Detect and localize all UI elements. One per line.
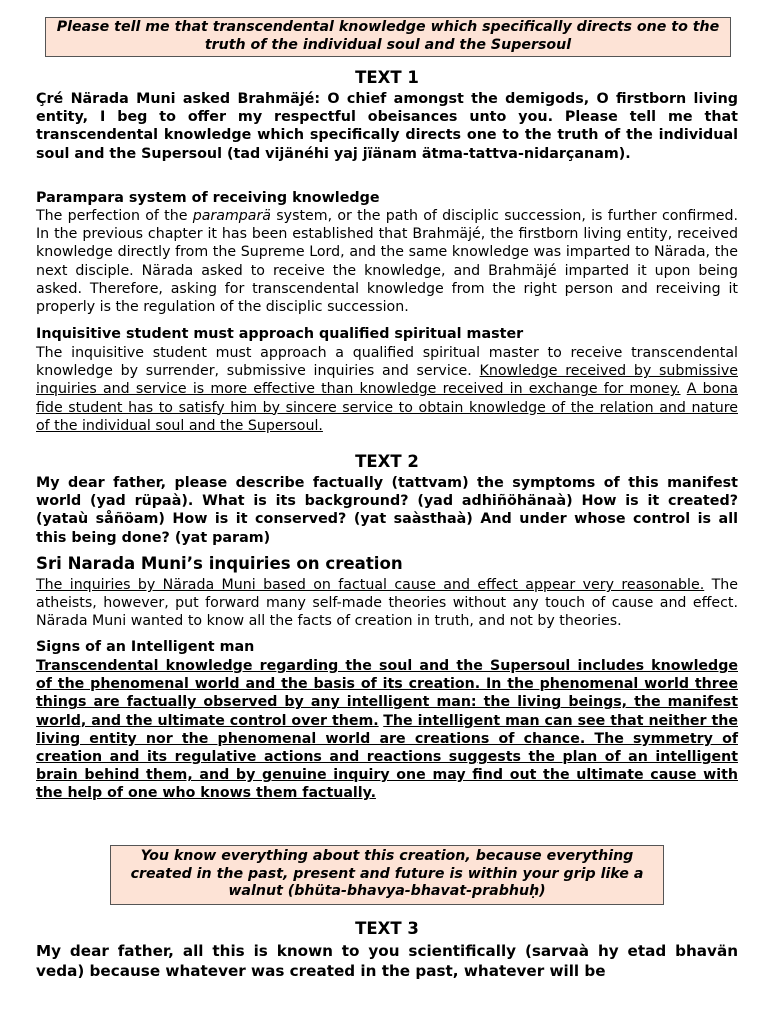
text2-section2-p1: Transcendental knowledge regarding the soul and the Supersoul includes knowledge of the phenomenal world and the basis of its creation. In the phenomenal world three things are factually observed by any intelligent man: the living beings, the manifest world, and the ultimate control over them. — [36, 658, 738, 729]
text1-verse: Çré Närada Muni asked Brahmäjé: O chief amongst the demigods, O firstborn living entity, I beg to offer my respectful obeisances unto you. Please tell me that transcendental knowledge which specifically directs one to the truth of the individual soul and the Supersoul (tad vijänéhi yaj jïänam ätma-tattva-nidarçanam). — [36, 91, 738, 162]
callout-box-2: You know everything about this creation, because everything created in the past, present and future is within your grip like a walnut (bhüta-bhavya-bhavat-prabhuḥ) — [110, 845, 664, 905]
text1-section2-paragraph — [36, 344, 738, 435]
text1-section2-p-underlined-1: Knowledge received by submissive inquiries and service is more effective than knowledge received in exchange for money. — [36, 363, 738, 398]
text2-section1-title: Sri Narada Muni’s inquiries on creation — [36, 554, 403, 573]
text2-section1-p-underlined: The inquiries by Närada Muni based on factual cause and effect appear very reasonable. — [36, 577, 705, 593]
text3-heading: TEXT 3 — [355, 919, 419, 938]
text3-verse: My dear father, all this is known to you scientifically (sarvaà hy etad bhavän veda) because whatever was created in the past, whatever will be — [36, 942, 738, 980]
text1-section1-p-after: system, or the path of disciplic succession, is further confirmed. In the previous chapter it has been established that Brahmäjé, the firstborn living entity, received knowledge directly from the Supreme Lord, and the same knowledge was imparted to Närada, the next disciple. Närada asked to receive the knowledge, and Brahmäjé imparted it upon being asked. Therefore, asking for transcendental knowledge from the right person and receiving it properly is the regulation of the disciplic succession. — [36, 208, 738, 316]
text2-section2-paragraph — [36, 657, 738, 803]
text2-section1-paragraph — [36, 576, 738, 631]
text1-section1-p-before: The perfection of the — [36, 208, 193, 224]
text2-section2-title: Signs of an Intelligent man — [36, 639, 255, 655]
callout-box-1: Please tell me that transcendental knowledge which specifically directs one to the truth of the individual soul and the Supersoul — [45, 17, 731, 57]
text1-heading: TEXT 1 — [355, 68, 419, 87]
text1-section2-p-underlined-2: A bona fide student has to satisfy him by sincere service to obtain knowledge of the relation and nature of the individual soul and the Supersoul. — [36, 381, 738, 434]
text2-heading: TEXT 2 — [355, 452, 419, 471]
text2-section2-p2: The intelligent man can see that neither the living entity nor the phenomenal world are creations of chance. The symmetry of creation and its regulative actions and reactions suggests the plan of an intelligent brain behind them, and by genuine inquiry one may find out the ultimate cause with the help of one who knows them factually. — [36, 712, 738, 802]
text2-verse: My dear father, please describe factually (tattvam) the symptoms of this manifest world (yad rüpaà). What is its background? (yad adhiñöhänaà) How is it created? (yataù såñöam) How is it conserved? (yat saàsthaà) And under whose control is all this being done? (yat param) — [36, 475, 738, 546]
text1-section2-p-plain: The inquisitive student must approach a qualified spiritual master to receive transcendental knowledge by surrender, submissive inquiries and service. — [36, 345, 738, 380]
text1-section1-paragraph — [36, 207, 738, 316]
text1-section1-p-italic: paramparä — [192, 208, 271, 224]
text1-section1-title: Parampara system of receiving knowledge — [36, 190, 380, 206]
text1-section2-title: Inquisitive student must approach qualified spiritual master — [36, 326, 524, 342]
text2-section1-p-rest: The atheists, however, put forward many self-made theories without any touch of cause and effect. Närada Muni wanted to know all the facts of creation in truth, and not by theories. — [36, 577, 738, 630]
